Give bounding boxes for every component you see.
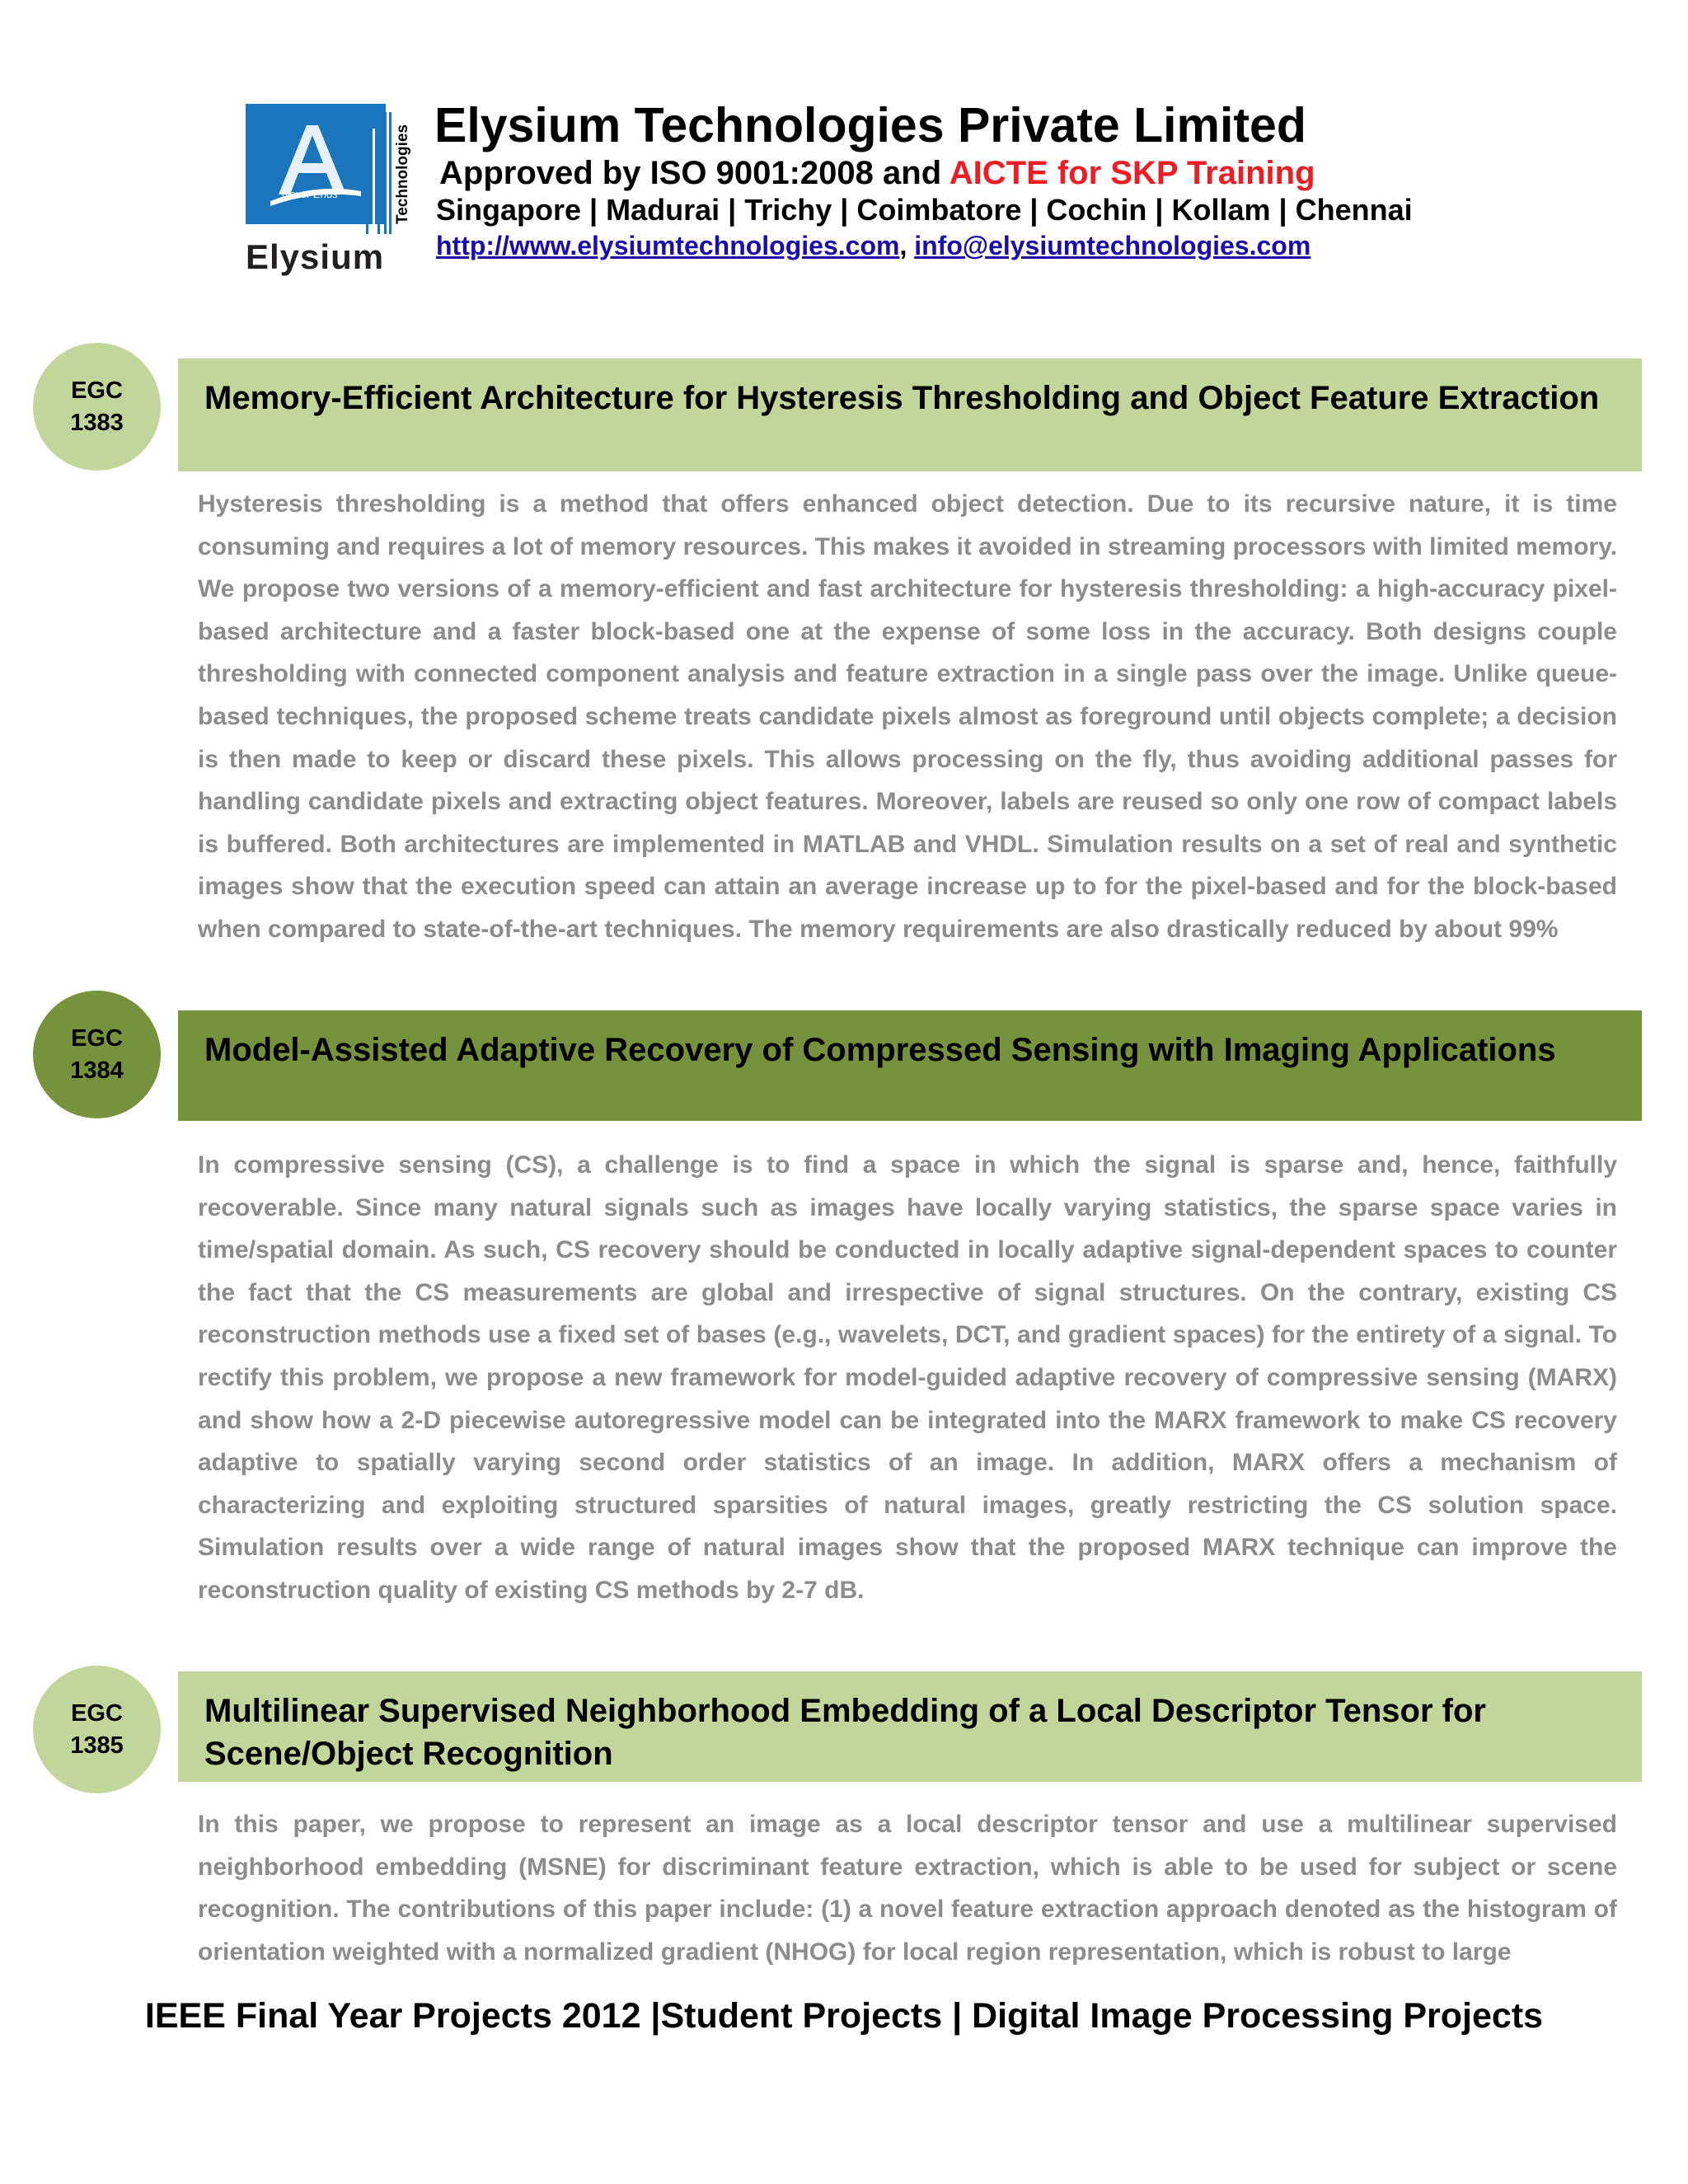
contact-links [436, 231, 1311, 261]
project-title: Multilinear Supervised Neighborhood Embedding of a Local Descriptor Tensor for Scene/Object Recognition [204, 1693, 1486, 1772]
project-title-bar [178, 1010, 1642, 1121]
project-abstract: In compressive sensing (CS), a challenge is to find a space in which the signal is sparse and, hence, faithfully recoverable. Since many natural signals such as images have locally varying statistics, the sparse space varies in time/spatial domain. As such, CS recovery should be conducted in locally adaptive signal-dependent spaces to counter the fact that the CS measurements are global and irrespective of signal structures. On the contrary, existing CS reconstruction methods use a fixed set of bases (e.g., wavelets, DCT, and gradient spaces) for the entirety of a signal. To rectify this problem, we propose a new framework for model-guided adaptive recovery of compressive sensing (MARX) and show how a 2-D piecewise autoregressive model can be integrated into the MARX framework to make CS recovery adaptive to spatially varying second order statistics of an image. In addition, MARX offers a mechanism of characterizing and exploiting structured sparsities of natural images, greatly restricting the CS solution space. Simulation results over a wide range of natural images show that the proposed MARX technique can improve the reconstruction quality of existing CS methods by 2-7 dB. [198, 1151, 1617, 1604]
project-code-number: 1385 [70, 1732, 124, 1759]
project-title-bar [178, 359, 1642, 471]
project-title-bar [178, 1671, 1642, 1782]
project-abstract: In this paper, we propose to represent an image as a local descriptor tensor and use a multilinear supervised neighborhood embedding (MSNE) for discriminant feature extraction, which is able to be used for subject or scene recognition. The contributions of this paper include: (1) a novel feature extraction approach denoted as the histogram of orientation weighted with a normalized gradient (NHOG) for local region representation, which is robust to large [198, 1811, 1617, 1966]
svg-text:Technologies: Technologies [394, 124, 411, 224]
project-title: Model-Assisted Adaptive Recovery of Compressed Sensing with Imaging Applications [204, 1032, 1556, 1068]
approval-highlight: AICTE for SKP Training [949, 155, 1315, 191]
website-link[interactable]: http://www.elysiumtechnologies.com [436, 231, 900, 260]
email-link[interactable]: info@elysiumtechnologies.com [914, 231, 1311, 260]
approval-line [439, 155, 1315, 192]
project-code-number: 1383 [70, 409, 124, 436]
project-code-badge [33, 991, 161, 1118]
page-footer: IEEE Final Year Projects 2012 |Student Projects | Digital Image Processing Projects [144, 1996, 1544, 2036]
approval-prefix: Approved by ISO 9001:2008 and [439, 155, 950, 191]
project-code-label: EGC [71, 1024, 123, 1052]
project-code-badge [33, 343, 161, 471]
elysium-logo-icon [246, 104, 415, 277]
project-code-number: 1384 [70, 1057, 124, 1084]
company-logo [246, 104, 415, 277]
svg-text:Never Ends: Never Ends [282, 188, 338, 200]
project-code-label: EGC [71, 1699, 123, 1727]
project-code-label: EGC [71, 377, 123, 404]
link-separator: , [899, 231, 915, 260]
city-list: Singapore | Madurai | Trichy | Coimbatore | Cochin | Kollam | Chennai [436, 193, 1413, 227]
project-code-badge [33, 1666, 161, 1793]
svg-text:Elysium: Elysium [246, 237, 385, 276]
company-name: Elysium Technologies Private Limited [434, 98, 1306, 152]
project-title: Memory-Efficient Architecture for Hysteresis Thresholding and Object Feature Extraction [204, 380, 1600, 416]
project-abstract: Hysteresis thresholding is a method that offers enhanced object detection. Due to its recursive nature, it is time consuming and requires a lot of memory resources. This makes it avoided in streaming processors with limited memory. We propose two versions of a memory-efficient and fast architecture for hysteresis thresholding: a high-accuracy pixel-based architecture and a faster block-based one at the expense of some loss in the accuracy. Both designs couple thresholding with connected component analysis and feature extraction in a single pass over the image. Unlike queue-based techniques, the proposed scheme treats candidate pixels almost as foreground until objects complete; a decision is then made to keep or discard these pixels. This allows processing on the fly, thus avoiding additional passes for handling candidate pixels and extracting object features. Moreover, labels are reused so only one row of compact labels is buffered. Both architectures are implemented in MATLAB and VHDL. Simulation results on a set of real and synthetic images show that the execution speed can attain an average increase up to for the pixel-based and for the block-based when compared to state-of-the-art techniques. The memory requirements are also drastically reduced by about 99% [198, 490, 1617, 943]
